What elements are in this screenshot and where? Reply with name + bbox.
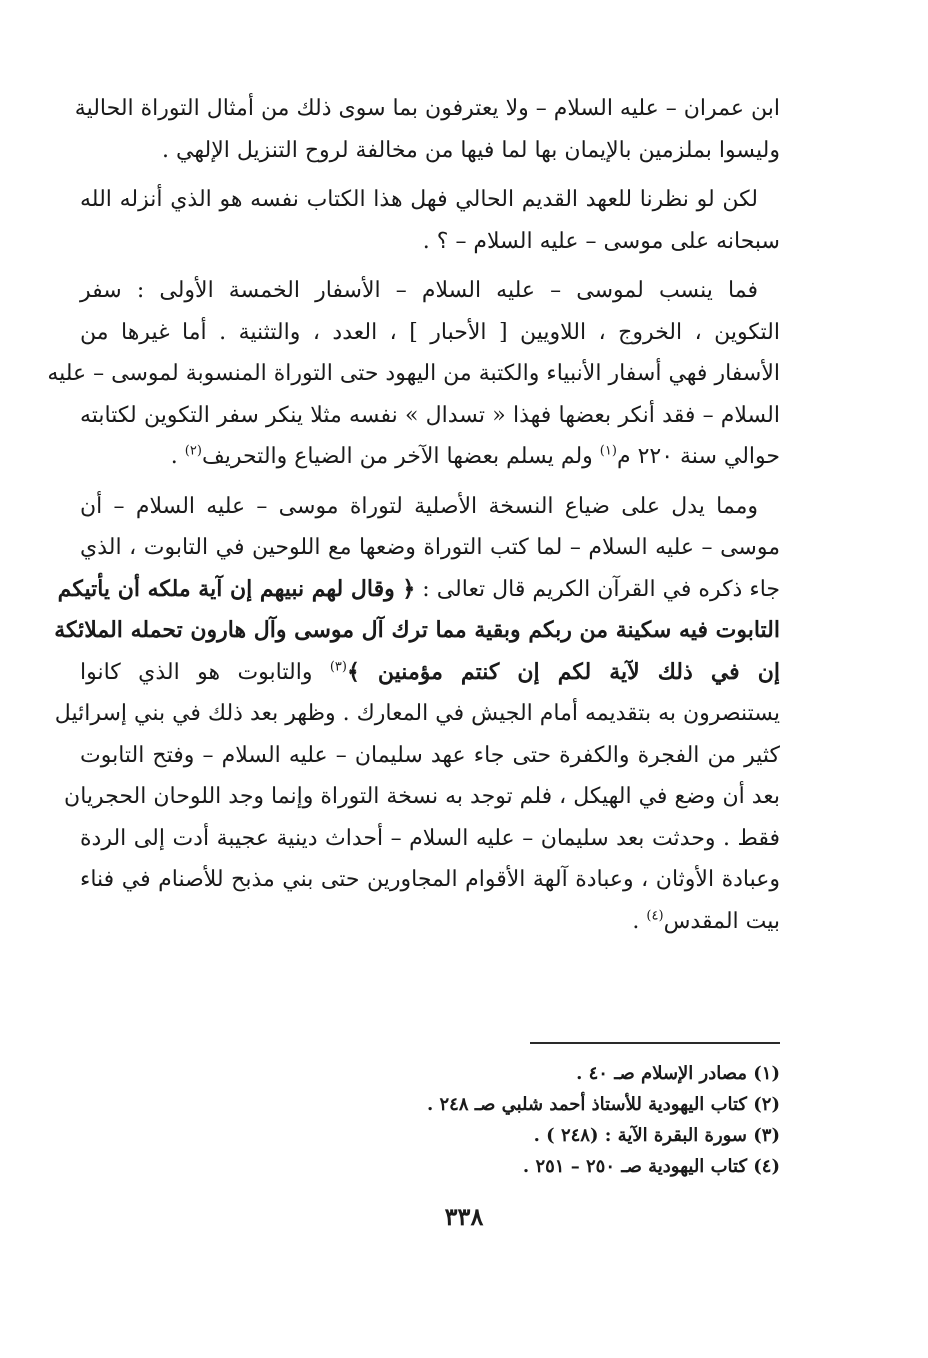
footnote-ref-4: (٤) xyxy=(646,908,664,924)
footnote-divider xyxy=(530,1042,780,1044)
page-body xyxy=(47,88,781,950)
text-line: بعد أن وضع في الهيكل ، فلم توجد به نسخة التوراة وإنما وجد اللوحان الحجريان xyxy=(64,784,780,809)
text-line: السلام – فقد أنكر بعضها فهذا « تسدال » نفسه مثلا ينكر سفر التكوين لكتابته xyxy=(80,402,780,428)
text-line: فقط . وحدثت بعد سليمان – عليه السلام – أحداث دينية عجيبة أدت إلى الردة xyxy=(80,825,780,851)
footnote-item: (٣) سورة البقرة الآية : (٢٤٨ ) . xyxy=(533,1125,780,1146)
text-line: يستنصرون به بتقديمه أمام الجيش في المعارك . وظهر بعد ذلك في بني إسرائيل xyxy=(54,701,780,726)
text-fragment: والتابوت هو الذي كانوا xyxy=(80,659,330,685)
text-fragment: . xyxy=(632,908,647,934)
quran-verse-line: التابوت فيه سكينة من ربكم وبقية مما ترك آل موسى وآل هارون تحمله الملائكة xyxy=(54,617,780,643)
text-fragment: بيت المقدس xyxy=(663,908,780,934)
text-line xyxy=(80,901,780,943)
text-line: التكوين ، الخروج ، اللاويين [ الأحبار ] ، العدد ، والتثنية . أما غيرها من xyxy=(80,319,780,345)
text-line: سبحانه على موسى – عليه السلام – ؟ . xyxy=(422,228,780,254)
text-line xyxy=(80,436,780,478)
text-fragment: جاء ذكره في القرآن الكريم قال تعالى : xyxy=(415,576,780,602)
footnote-item: (٢) كتاب اليهودية للأستاذ أحمد شلبي صـ ٢٤٨ . xyxy=(426,1094,780,1115)
text-fragment: حوالي سنة ٢٢٠ م xyxy=(616,444,780,469)
paragraph-3 xyxy=(47,270,780,478)
text-fragment: ولم يسلم بعضها الآخر من الضياع والتحريف xyxy=(201,444,600,469)
footnote-item: (٤) كتاب اليهودية صـ ٢٥٠ – ٢٥١ . xyxy=(522,1156,780,1177)
text-line: وعبادة الأوثان ، وعبادة آلهة الأقوام المجاورين حتى بني مذبح للأصنام في فناء xyxy=(80,867,780,892)
quran-verse: ﴿ وقال لهم نبيهم إن آية ملكه أن يأتيكم xyxy=(57,575,416,602)
footnote-ref-2: (٢) xyxy=(184,443,202,459)
page-number: ٣٣٨ xyxy=(444,1202,484,1231)
paragraph-4 xyxy=(54,486,781,943)
footnotes xyxy=(280,1058,780,1182)
text-line: وليسوا بملزمين بالإيمان بها لما فيها من مخالفة لروح التنزيل الإلهي . xyxy=(162,137,780,163)
text-line: لكن لو نظرنا للعهد القديم الحالي فهل هذا الكتاب نفسه هو الذي أنزله الله xyxy=(80,187,758,212)
text-line: فما ينسب لموسى – عليه السلام – الأسفار الخمسة الأولى : سفر xyxy=(80,278,758,303)
paragraph-1 xyxy=(74,88,780,171)
text-line: ابن عمران – عليه السلام – ولا يعترفون بما سوى ذلك من أمثال التوراة الحالية xyxy=(74,96,780,121)
text-line xyxy=(57,569,780,611)
text-line xyxy=(80,652,780,694)
quran-verse: إن في ذلك لآية لكم إن كنتم مؤمنين ﴾ xyxy=(346,658,781,685)
paragraph-2 xyxy=(80,179,780,262)
text-line: الأسفار فهي أسفار الأنبياء والكتبة من اليهود حتى التوراة المنسوبة لموسى – عليه xyxy=(47,361,780,386)
text-line: ومما يدل على ضياع النسخة الأصلية لتوراة موسى – عليه السلام – أن xyxy=(80,493,758,519)
footnote-ref-1: (١) xyxy=(599,443,617,459)
footnote-item: (١) مصادر الإسلام صـ ٤٠ . xyxy=(576,1063,780,1084)
text-line: كثير من الفجرة والكفرة حتى جاء عهد سليمان – عليه السلام – وفتح التابوت xyxy=(80,742,780,768)
footnote-ref-3: (٣) xyxy=(329,659,347,675)
text-fragment: . xyxy=(170,444,185,469)
text-line: موسى – عليه السلام – لما كتب التوراة وضعها مع اللوحين في التابوت ، الذي xyxy=(80,535,780,560)
